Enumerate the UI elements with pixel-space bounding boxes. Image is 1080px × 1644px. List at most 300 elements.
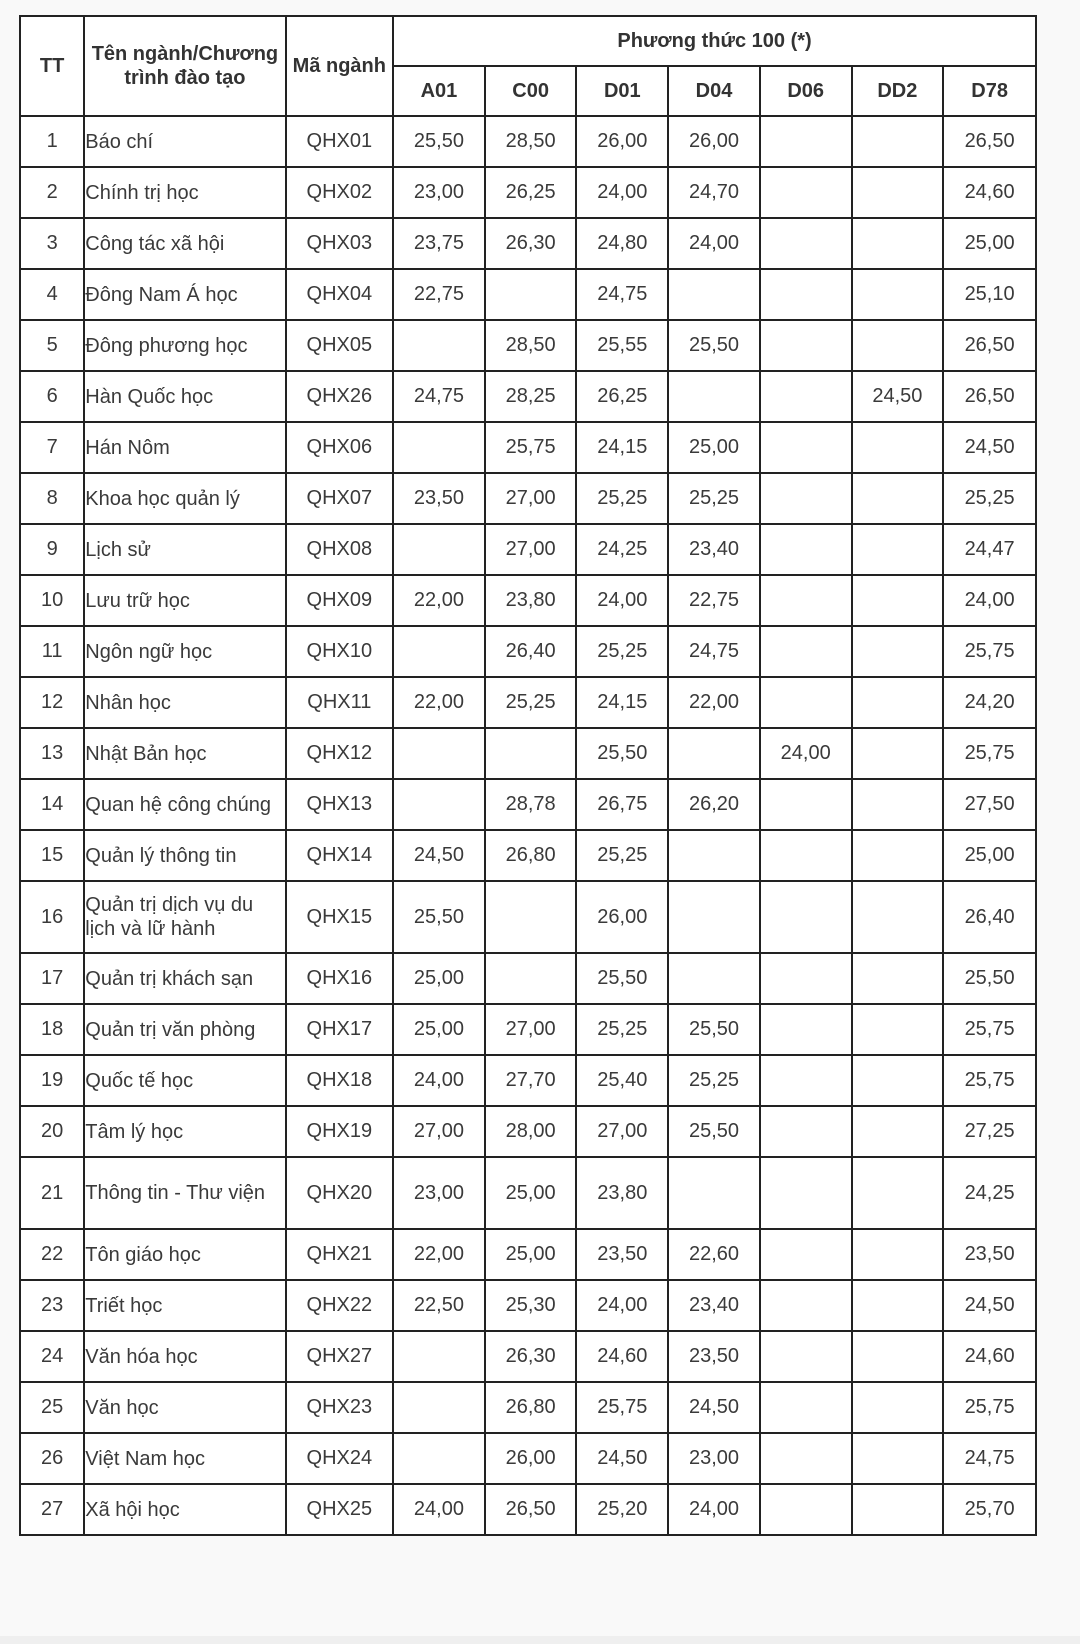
- score-dd2: [852, 1484, 944, 1535]
- row-number: 25: [20, 1382, 84, 1433]
- score-c00: 28,00: [485, 1106, 577, 1157]
- score-d04: [668, 881, 760, 953]
- score-d01: 24,75: [576, 269, 668, 320]
- score-a01: [393, 1382, 485, 1433]
- program-code: QHX24: [286, 1433, 394, 1484]
- header-combo-d01: D01: [576, 66, 668, 116]
- score-a01: [393, 320, 485, 371]
- score-dd2: [852, 269, 944, 320]
- score-dd2: [852, 677, 944, 728]
- row-number: 14: [20, 779, 84, 830]
- table-row: [20, 320, 1036, 371]
- score-d04: 24,00: [668, 218, 760, 269]
- row-number: 5: [20, 320, 84, 371]
- score-a01: [393, 1433, 485, 1484]
- score-d06: [760, 953, 852, 1004]
- score-a01: 22,00: [393, 677, 485, 728]
- program-code: QHX09: [286, 575, 394, 626]
- score-dd2: [852, 1280, 944, 1331]
- score-a01: 24,00: [393, 1484, 485, 1535]
- score-a01: 22,00: [393, 575, 485, 626]
- score-a01: [393, 1331, 485, 1382]
- score-a01: 25,50: [393, 116, 485, 167]
- score-d78: 25,00: [943, 830, 1036, 881]
- score-d01: 24,00: [576, 167, 668, 218]
- score-d04: [668, 830, 760, 881]
- program-name: Ngôn ngữ học: [84, 626, 285, 677]
- score-d01: 24,15: [576, 422, 668, 473]
- score-d06: [760, 116, 852, 167]
- score-d04: [668, 1157, 760, 1229]
- score-dd2: [852, 626, 944, 677]
- score-d06: [760, 575, 852, 626]
- score-c00: [485, 881, 577, 953]
- score-d01: 25,40: [576, 1055, 668, 1106]
- score-d06: [760, 1382, 852, 1433]
- program-code: QHX05: [286, 320, 394, 371]
- program-code: QHX20: [286, 1157, 394, 1229]
- program-name: Tôn giáo học: [84, 1229, 285, 1280]
- header-combo-d06: D06: [760, 66, 852, 116]
- score-c00: [485, 728, 577, 779]
- score-dd2: [852, 1106, 944, 1157]
- score-a01: 22,00: [393, 1229, 485, 1280]
- score-d06: [760, 269, 852, 320]
- score-d78: 24,60: [943, 1331, 1036, 1382]
- score-c00: 26,30: [485, 218, 577, 269]
- table-row: [20, 728, 1036, 779]
- score-d04: 25,50: [668, 320, 760, 371]
- table-row: [20, 1229, 1036, 1280]
- program-code: QHX07: [286, 473, 394, 524]
- program-code: QHX02: [286, 167, 394, 218]
- score-c00: 28,25: [485, 371, 577, 422]
- score-dd2: [852, 881, 944, 953]
- score-c00: 27,70: [485, 1055, 577, 1106]
- score-d04: 22,75: [668, 575, 760, 626]
- row-number: 1: [20, 116, 84, 167]
- program-name: Hàn Quốc học: [84, 371, 285, 422]
- score-dd2: [852, 218, 944, 269]
- score-d01: 26,25: [576, 371, 668, 422]
- row-number: 10: [20, 575, 84, 626]
- score-d06: [760, 881, 852, 953]
- score-d06: [760, 1157, 852, 1229]
- score-dd2: [852, 1055, 944, 1106]
- table-row: [20, 626, 1036, 677]
- row-number: 16: [20, 881, 84, 953]
- score-c00: 27,00: [485, 524, 577, 575]
- score-d06: [760, 1055, 852, 1106]
- score-dd2: [852, 779, 944, 830]
- score-d78: 24,47: [943, 524, 1036, 575]
- score-d01: 26,00: [576, 116, 668, 167]
- score-d78: 25,50: [943, 953, 1036, 1004]
- score-d04: 25,00: [668, 422, 760, 473]
- program-code: QHX03: [286, 218, 394, 269]
- program-name: Hán Nôm: [84, 422, 285, 473]
- admission-score-table: [19, 15, 1037, 1536]
- score-a01: [393, 422, 485, 473]
- score-dd2: [852, 422, 944, 473]
- score-d78: 26,40: [943, 881, 1036, 953]
- table-row: [20, 1055, 1036, 1106]
- row-number: 9: [20, 524, 84, 575]
- score-d06: [760, 779, 852, 830]
- score-c00: 28,50: [485, 116, 577, 167]
- row-number: 11: [20, 626, 84, 677]
- score-d78: 24,60: [943, 167, 1036, 218]
- score-d78: 27,25: [943, 1106, 1036, 1157]
- table-row: [20, 422, 1036, 473]
- row-number: 18: [20, 1004, 84, 1055]
- score-d78: 25,00: [943, 218, 1036, 269]
- row-number: 17: [20, 953, 84, 1004]
- score-d04: 24,75: [668, 626, 760, 677]
- score-a01: 25,50: [393, 881, 485, 953]
- program-name: Xã hội học: [84, 1484, 285, 1535]
- table-row: [20, 167, 1036, 218]
- program-name: Tâm lý học: [84, 1106, 285, 1157]
- score-d06: [760, 1004, 852, 1055]
- program-name: Quản lý thông tin: [84, 830, 285, 881]
- table-row: [20, 677, 1036, 728]
- score-d04: [668, 728, 760, 779]
- row-number: 27: [20, 1484, 84, 1535]
- score-dd2: [852, 473, 944, 524]
- score-d06: [760, 422, 852, 473]
- header-program-code: Mã ngành: [286, 16, 394, 116]
- score-c00: 26,00: [485, 1433, 577, 1484]
- score-d01: 25,25: [576, 473, 668, 524]
- score-d78: 25,75: [943, 626, 1036, 677]
- score-d04: 22,00: [668, 677, 760, 728]
- score-c00: 26,50: [485, 1484, 577, 1535]
- program-code: QHX26: [286, 371, 394, 422]
- score-dd2: [852, 1157, 944, 1229]
- score-d01: 25,50: [576, 953, 668, 1004]
- score-d78: 26,50: [943, 116, 1036, 167]
- score-d04: [668, 371, 760, 422]
- score-dd2: 24,50: [852, 371, 944, 422]
- bottom-strip: [0, 1636, 1080, 1644]
- score-a01: 23,50: [393, 473, 485, 524]
- program-code: QHX11: [286, 677, 394, 728]
- program-code: QHX10: [286, 626, 394, 677]
- score-d78: 25,75: [943, 1004, 1036, 1055]
- header-combo-d04: D04: [668, 66, 760, 116]
- header-program-name: Tên ngành/Chương trình đào tạo: [84, 16, 285, 116]
- score-a01: [393, 524, 485, 575]
- score-d06: [760, 473, 852, 524]
- row-number: 15: [20, 830, 84, 881]
- program-name: Quốc tế học: [84, 1055, 285, 1106]
- row-number: 12: [20, 677, 84, 728]
- score-c00: 25,30: [485, 1280, 577, 1331]
- score-a01: [393, 626, 485, 677]
- row-number: 26: [20, 1433, 84, 1484]
- program-code: QHX17: [286, 1004, 394, 1055]
- table-row: [20, 473, 1036, 524]
- score-d04: 24,50: [668, 1382, 760, 1433]
- program-name: Nhân học: [84, 677, 285, 728]
- score-a01: 25,00: [393, 1004, 485, 1055]
- program-code: QHX06: [286, 422, 394, 473]
- program-name: Thông tin - Thư viện: [84, 1157, 285, 1229]
- score-dd2: [852, 830, 944, 881]
- score-dd2: [852, 320, 944, 371]
- program-code: QHX12: [286, 728, 394, 779]
- table-row: [20, 1331, 1036, 1382]
- table-row: [20, 1433, 1036, 1484]
- score-d78: 25,75: [943, 1055, 1036, 1106]
- score-c00: 26,80: [485, 1382, 577, 1433]
- score-a01: 27,00: [393, 1106, 485, 1157]
- score-a01: 25,00: [393, 953, 485, 1004]
- score-dd2: [852, 1331, 944, 1382]
- score-a01: 24,50: [393, 830, 485, 881]
- score-dd2: [852, 167, 944, 218]
- header-combo-dd2: DD2: [852, 66, 944, 116]
- score-d06: [760, 626, 852, 677]
- score-d01: 25,25: [576, 830, 668, 881]
- score-c00: 25,75: [485, 422, 577, 473]
- row-number: 8: [20, 473, 84, 524]
- program-name: Triết học: [84, 1280, 285, 1331]
- score-c00: 26,40: [485, 626, 577, 677]
- program-name: Nhật Bản học: [84, 728, 285, 779]
- score-c00: 25,00: [485, 1229, 577, 1280]
- program-code: QHX18: [286, 1055, 394, 1106]
- score-c00: [485, 953, 577, 1004]
- score-c00: [485, 269, 577, 320]
- program-name: Văn học: [84, 1382, 285, 1433]
- score-d78: 24,50: [943, 1280, 1036, 1331]
- score-d04: 23,40: [668, 524, 760, 575]
- score-d01: 24,15: [576, 677, 668, 728]
- table-row: [20, 1484, 1036, 1535]
- score-dd2: [852, 1382, 944, 1433]
- table-row: [20, 953, 1036, 1004]
- row-number: 3: [20, 218, 84, 269]
- score-c00: 25,25: [485, 677, 577, 728]
- score-d04: 23,00: [668, 1433, 760, 1484]
- score-d06: [760, 677, 852, 728]
- score-a01: [393, 779, 485, 830]
- row-number: 20: [20, 1106, 84, 1157]
- score-d78: 27,50: [943, 779, 1036, 830]
- row-number: 7: [20, 422, 84, 473]
- score-a01: [393, 728, 485, 779]
- score-d01: 25,20: [576, 1484, 668, 1535]
- score-d06: [760, 1106, 852, 1157]
- table-row: [20, 830, 1036, 881]
- program-name: Quản trị văn phòng: [84, 1004, 285, 1055]
- score-d01: 23,50: [576, 1229, 668, 1280]
- score-d04: 25,50: [668, 1004, 760, 1055]
- score-d06: [760, 320, 852, 371]
- score-d01: 24,60: [576, 1331, 668, 1382]
- program-name: Chính trị học: [84, 167, 285, 218]
- score-d04: 24,00: [668, 1484, 760, 1535]
- score-d04: [668, 953, 760, 1004]
- score-c00: 23,80: [485, 575, 577, 626]
- score-d04: 23,40: [668, 1280, 760, 1331]
- score-d01: 26,00: [576, 881, 668, 953]
- row-number: 19: [20, 1055, 84, 1106]
- score-d01: 25,25: [576, 1004, 668, 1055]
- header-tt: TT: [20, 16, 84, 116]
- score-d06: 24,00: [760, 728, 852, 779]
- table-row: [20, 1106, 1036, 1157]
- score-d06: [760, 1229, 852, 1280]
- program-name: Văn hóa học: [84, 1331, 285, 1382]
- row-number: 13: [20, 728, 84, 779]
- score-d78: 24,50: [943, 422, 1036, 473]
- row-number: 4: [20, 269, 84, 320]
- score-a01: 23,75: [393, 218, 485, 269]
- score-d78: 23,50: [943, 1229, 1036, 1280]
- score-d04: 26,00: [668, 116, 760, 167]
- row-number: 24: [20, 1331, 84, 1382]
- program-name: Công tác xã hội: [84, 218, 285, 269]
- table-row: [20, 524, 1036, 575]
- program-name: Việt Nam học: [84, 1433, 285, 1484]
- program-code: QHX14: [286, 830, 394, 881]
- score-d01: 25,25: [576, 626, 668, 677]
- score-a01: 24,00: [393, 1055, 485, 1106]
- score-d78: 24,20: [943, 677, 1036, 728]
- score-d78: 25,10: [943, 269, 1036, 320]
- score-d01: 23,80: [576, 1157, 668, 1229]
- score-a01: 24,75: [393, 371, 485, 422]
- score-d04: 24,70: [668, 167, 760, 218]
- row-number: 23: [20, 1280, 84, 1331]
- score-dd2: [852, 1229, 944, 1280]
- program-name: Quản trị khách sạn: [84, 953, 285, 1004]
- score-dd2: [852, 1004, 944, 1055]
- program-code: QHX22: [286, 1280, 394, 1331]
- score-d78: 25,75: [943, 1382, 1036, 1433]
- score-d78: 26,50: [943, 320, 1036, 371]
- program-code: QHX08: [286, 524, 394, 575]
- row-number: 6: [20, 371, 84, 422]
- score-d01: 25,75: [576, 1382, 668, 1433]
- score-c00: 27,00: [485, 473, 577, 524]
- score-d04: 25,25: [668, 473, 760, 524]
- program-name: Quản trị dịch vụ du lịch và lữ hành: [84, 881, 285, 953]
- program-code: QHX16: [286, 953, 394, 1004]
- table-row: [20, 1280, 1036, 1331]
- table-row: [20, 218, 1036, 269]
- score-a01: 22,75: [393, 269, 485, 320]
- score-d01: 24,25: [576, 524, 668, 575]
- score-c00: 26,25: [485, 167, 577, 218]
- score-dd2: [852, 575, 944, 626]
- score-dd2: [852, 524, 944, 575]
- program-code: QHX19: [286, 1106, 394, 1157]
- score-dd2: [852, 116, 944, 167]
- program-name: Báo chí: [84, 116, 285, 167]
- program-name: Đông phương học: [84, 320, 285, 371]
- table-row: [20, 116, 1036, 167]
- score-c00: 25,00: [485, 1157, 577, 1229]
- score-d01: 24,00: [576, 575, 668, 626]
- table-row: [20, 371, 1036, 422]
- table-row: [20, 881, 1036, 953]
- program-code: QHX25: [286, 1484, 394, 1535]
- program-name: Đông Nam Á học: [84, 269, 285, 320]
- score-d06: [760, 524, 852, 575]
- score-d78: 24,00: [943, 575, 1036, 626]
- table-row: [20, 1004, 1036, 1055]
- score-d04: 23,50: [668, 1331, 760, 1382]
- score-dd2: [852, 953, 944, 1004]
- score-d04: 22,60: [668, 1229, 760, 1280]
- score-a01: 22,50: [393, 1280, 485, 1331]
- row-number: 21: [20, 1157, 84, 1229]
- score-c00: 27,00: [485, 1004, 577, 1055]
- score-d78: 24,25: [943, 1157, 1036, 1229]
- table-row: [20, 575, 1036, 626]
- header-combo-d78: D78: [943, 66, 1036, 116]
- score-d01: 26,75: [576, 779, 668, 830]
- score-d01: 27,00: [576, 1106, 668, 1157]
- header-method: Phương thức 100 (*): [393, 16, 1036, 66]
- score-d06: [760, 218, 852, 269]
- score-a01: 23,00: [393, 167, 485, 218]
- table-row: [20, 1382, 1036, 1433]
- program-code: QHX23: [286, 1382, 394, 1433]
- table-row: [20, 1157, 1036, 1229]
- program-code: QHX04: [286, 269, 394, 320]
- program-name: Lịch sử: [84, 524, 285, 575]
- score-d06: [760, 1331, 852, 1382]
- score-d01: 24,80: [576, 218, 668, 269]
- score-c00: 26,30: [485, 1331, 577, 1382]
- header-combo-a01: A01: [393, 66, 485, 116]
- score-d01: 25,55: [576, 320, 668, 371]
- score-d06: [760, 1433, 852, 1484]
- program-code: QHX15: [286, 881, 394, 953]
- score-d78: 25,75: [943, 728, 1036, 779]
- score-d04: [668, 269, 760, 320]
- program-code: QHX27: [286, 1331, 394, 1382]
- score-a01: 23,00: [393, 1157, 485, 1229]
- program-code: QHX13: [286, 779, 394, 830]
- score-d04: 25,50: [668, 1106, 760, 1157]
- score-d06: [760, 1280, 852, 1331]
- program-name: Lưu trữ học: [84, 575, 285, 626]
- program-code: QHX01: [286, 116, 394, 167]
- score-d01: 25,50: [576, 728, 668, 779]
- row-number: 22: [20, 1229, 84, 1280]
- score-d78: 25,70: [943, 1484, 1036, 1535]
- score-d78: 25,25: [943, 473, 1036, 524]
- score-c00: 28,50: [485, 320, 577, 371]
- program-name: Khoa học quản lý: [84, 473, 285, 524]
- score-c00: 28,78: [485, 779, 577, 830]
- program-name: Quan hệ công chúng: [84, 779, 285, 830]
- score-d78: 24,75: [943, 1433, 1036, 1484]
- row-number: 2: [20, 167, 84, 218]
- score-d06: [760, 371, 852, 422]
- score-d04: 26,20: [668, 779, 760, 830]
- score-dd2: [852, 1433, 944, 1484]
- score-d78: 26,50: [943, 371, 1036, 422]
- score-d06: [760, 1484, 852, 1535]
- score-d04: 25,25: [668, 1055, 760, 1106]
